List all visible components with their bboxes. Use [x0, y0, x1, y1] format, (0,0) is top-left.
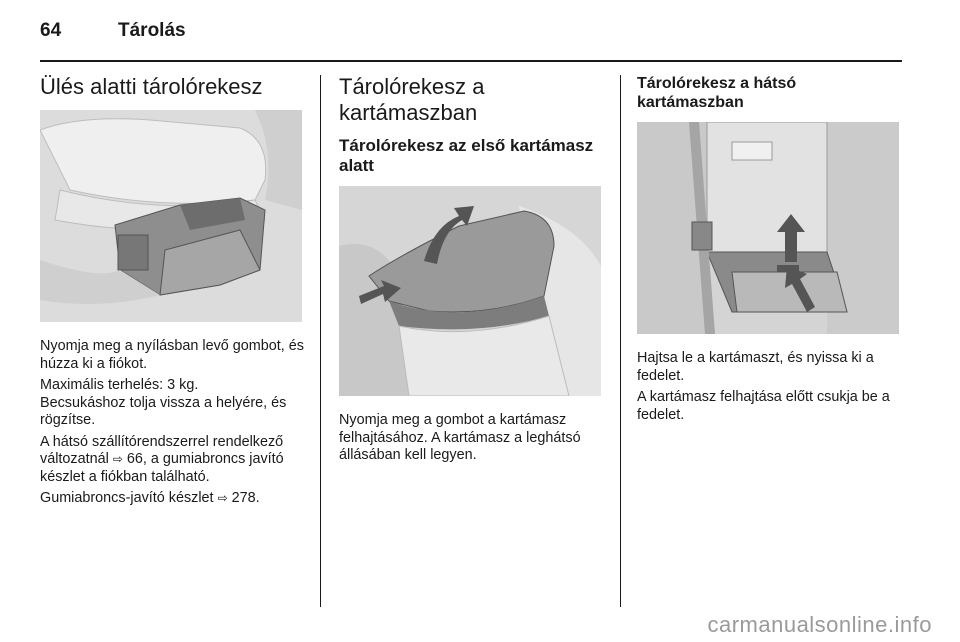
illustration-front-armrest — [339, 186, 601, 396]
section-title: Tárolás — [118, 20, 186, 41]
column-divider-1 — [320, 75, 321, 607]
watermark[interactable]: carmanualsonline.info — [707, 612, 932, 637]
paragraph-5: Gumiabroncs-javító készlet ⇨ 278. — [40, 490, 260, 506]
heading-armrest: Tárolórekesz a kartámaszban — [339, 74, 485, 125]
subheading-front-armrest: Tárolórekesz az első kartámasz alatt — [339, 136, 594, 175]
column-rear-armrest — [637, 74, 907, 428]
column-divider-2 — [620, 75, 621, 607]
paragraph-2: A kartámasz felhajtása előtt csukja be a fedelet. — [637, 389, 890, 423]
paragraph-1: Nyomja meg a gombot a kartámasz felhajtásához. A kartámasz a leghátsó állásában kell legyen. — [339, 412, 581, 463]
column-front-armrest — [339, 74, 605, 469]
paragraph-2: Maximális terhelés: 3 kg. — [40, 377, 199, 393]
heading-rear-armrest: Tárolórekesz a hátsó kartámaszban — [637, 75, 797, 111]
heading-under-seat: Ülés alatti tárolórekesz — [40, 74, 263, 99]
paragraph-1: Nyomja meg a nyílásban levő gombot, és húzza ki a fiókot. — [40, 338, 304, 372]
page-number: 64 — [40, 20, 62, 41]
header-rule — [40, 60, 902, 62]
illustration-rear-armrest — [637, 122, 899, 334]
reference-arrow-icon: ⇨ — [112, 452, 123, 466]
illustration-under-seat-drawer — [40, 110, 302, 322]
column-under-seat — [40, 74, 308, 512]
paragraph-1: Hajtsa le a kartámaszt, és nyissa ki a fedelet. — [637, 350, 874, 384]
paragraph-3: Becsukáshoz tolja vissza a helyére, és rögzítse. — [40, 394, 287, 428]
reference-arrow-icon: ⇨ — [217, 491, 228, 505]
paragraph-4: A hátsó szállítórendszerrel rendelkező változatnál ⇨ 66, a gumiabroncs javító készlet a fiókban található. — [40, 433, 284, 485]
page-reference: 66 — [126, 451, 143, 467]
page-reference: 278 — [231, 490, 256, 506]
